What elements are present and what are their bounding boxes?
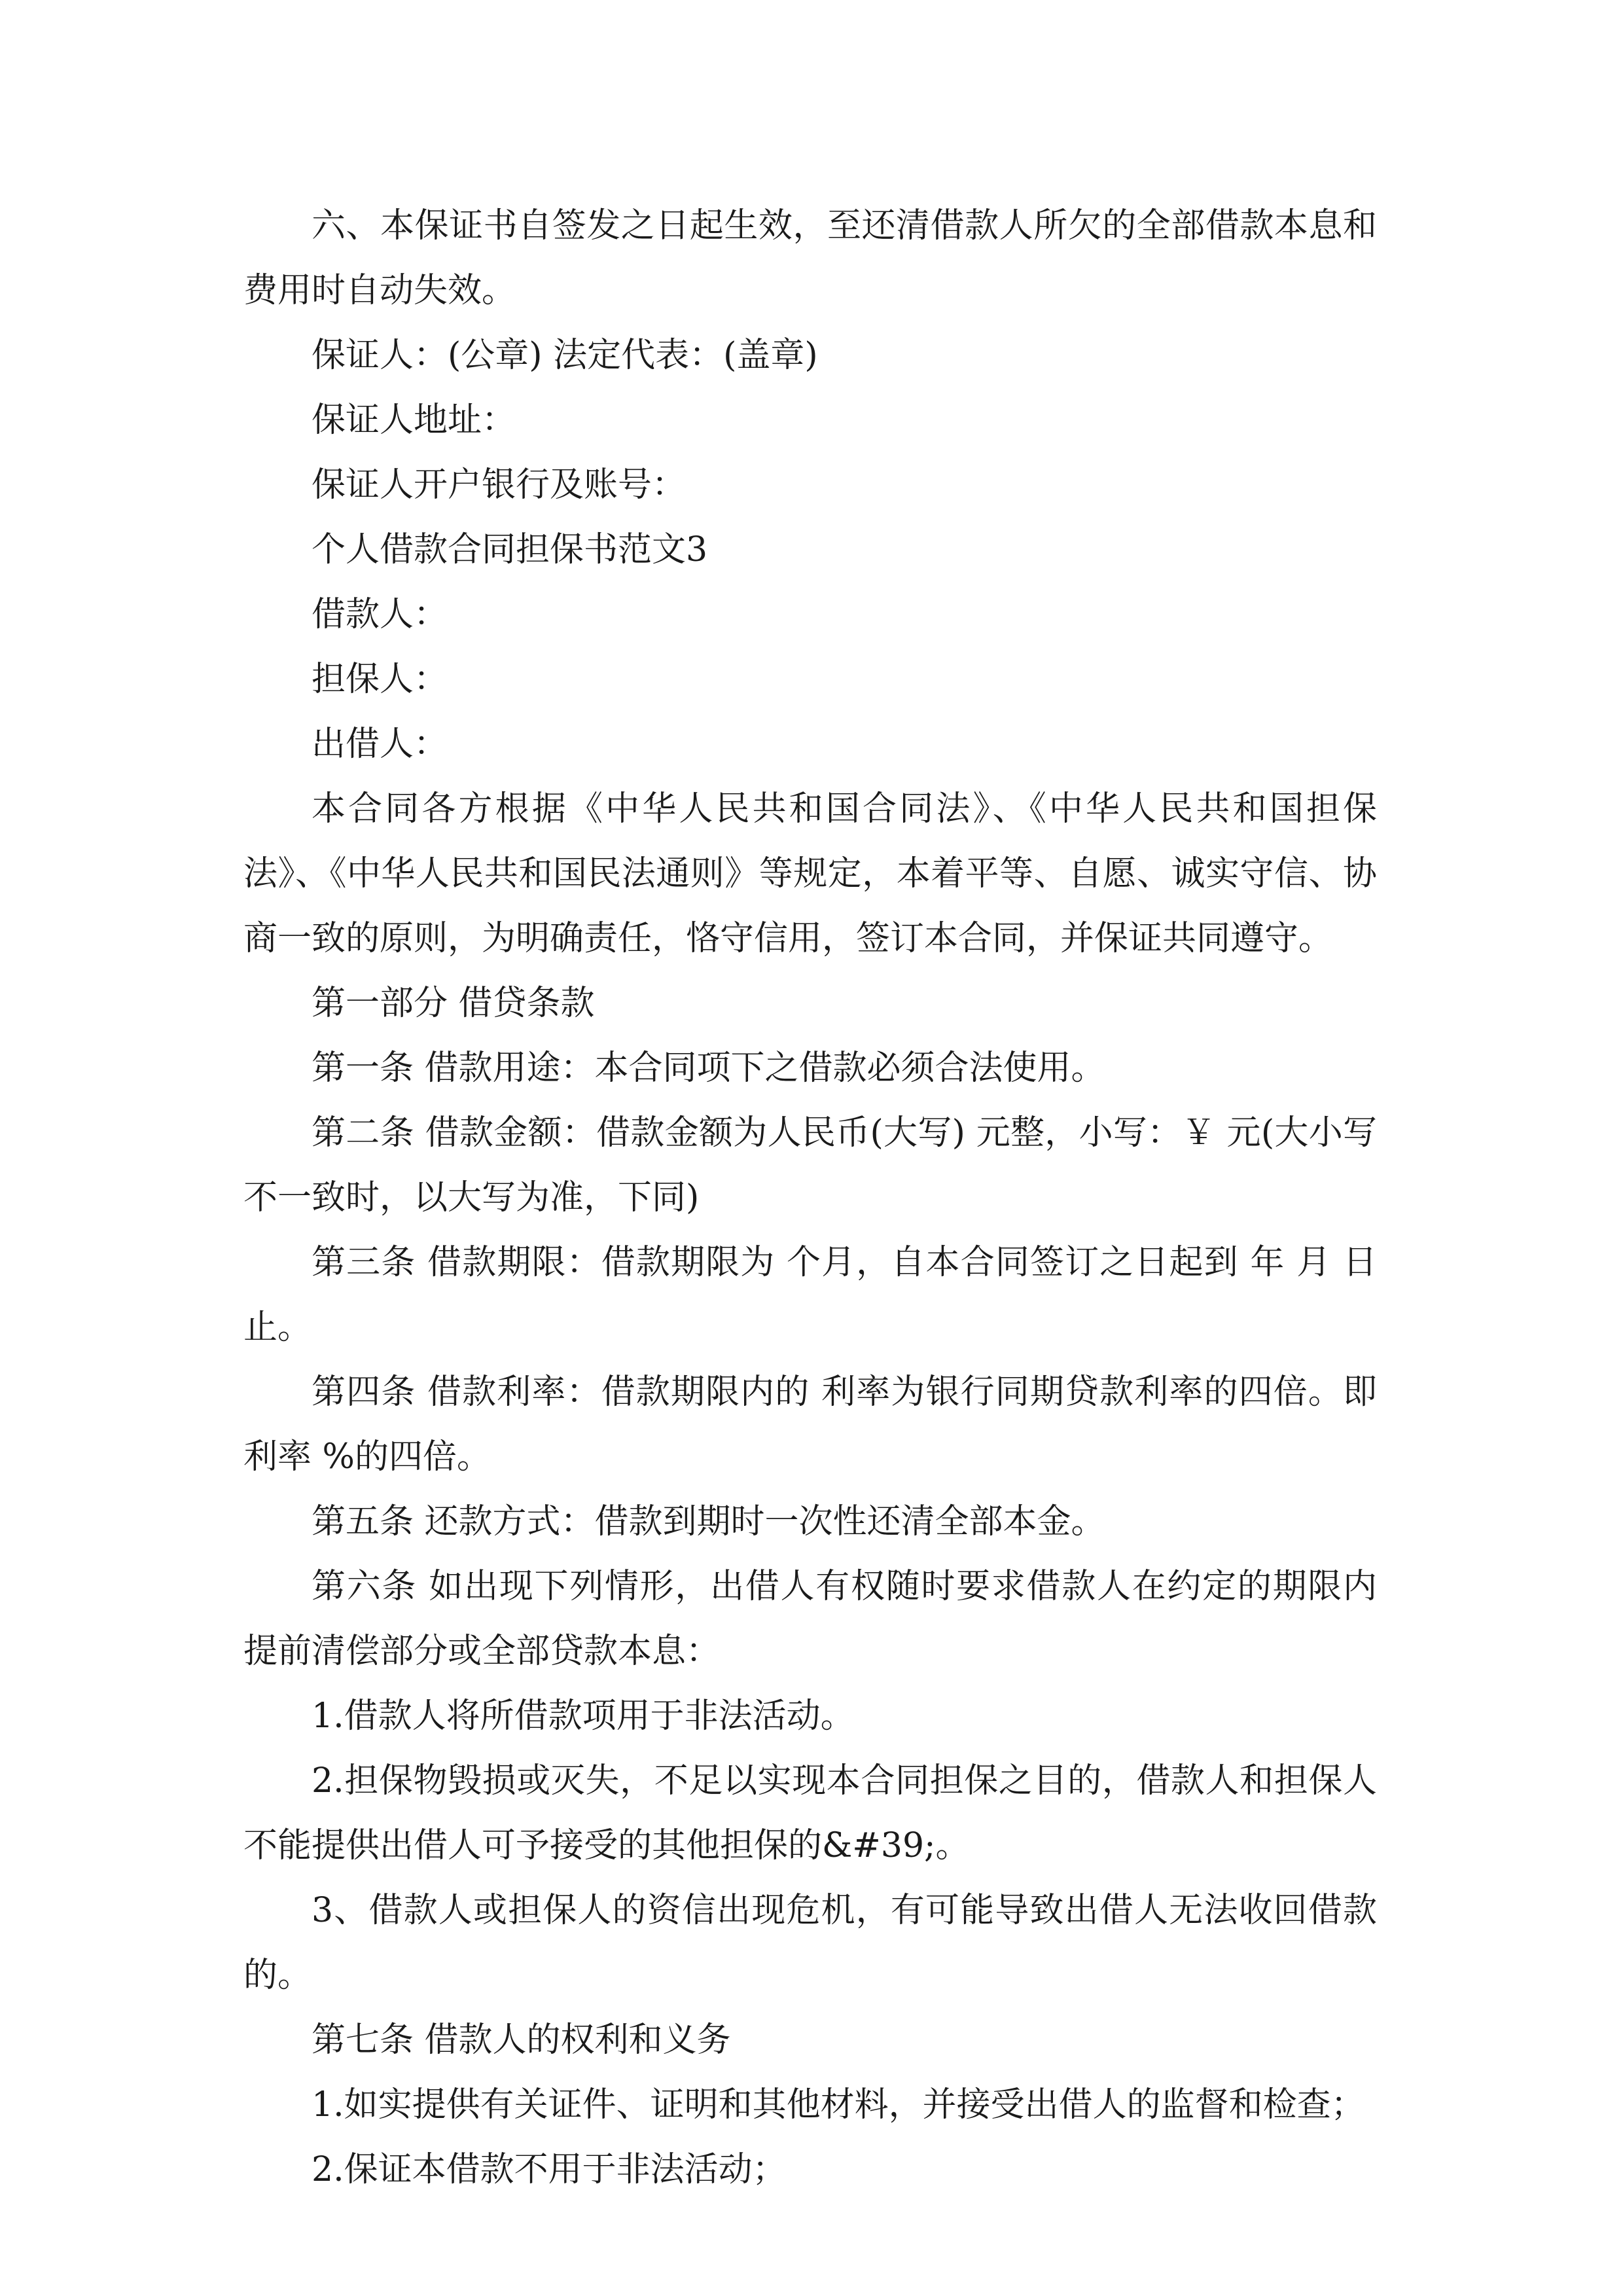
document-body <box>243 194 1377 2202</box>
article-six: 第六条 如出现下列情形，出借人有权随时要求借款人在约定的期限内提前清偿部分或全部贷款本息： <box>243 1567 1377 1671</box>
contract-preamble: 本合同各方根据《中华人民共和国合同法》、《中华人民共和国担保法》、《中华人民共和国民法通则》等规定，本着平等、自愿、诚实守信、协商一致的原则，为明确责任，恪守信用，签订本合同，并保证共同遵守。 <box>243 789 1377 958</box>
guarantor-address-line: 保证人地址： <box>312 401 516 440</box>
guarantor-seal-line: 保证人：(公章) 法定代表：(盖章) <box>312 336 818 375</box>
article-one: 第一条 借款用途：本合同项下之借款必须合法使用。 <box>312 1049 1105 1088</box>
article-four: 第四条 借款利率：借款期限内的 利率为银行同期贷款利率的四倍。即 利率 %的四倍。 <box>243 1372 1377 1477</box>
guarantor-bank-account-line: 保证人开户银行及账号： <box>312 465 687 505</box>
article-five: 第五条 还款方式：借款到期时一次性还清全部本金。 <box>312 1502 1105 1541</box>
article-seven-heading: 第七条 借款人的权利和义务 <box>312 2020 731 2060</box>
clause-six-validity: 六、本保证书自签发之日起生效，至还清借款人所欠的全部借款本息和费用时自动失效。 <box>243 206 1377 310</box>
article-seven-item-2: 2.保证本借款不用于非法活动； <box>312 2150 787 2189</box>
guarantor-line: 担保人： <box>312 660 448 699</box>
article-two: 第二条 借款金额：借款金额为人民币(大写) 元整，小写：￥ 元(大小写不一致时，以大写为准，下同) <box>243 1113 1377 1217</box>
article-seven-item-1: 1.如实提供有关证件、证明和其他材料，并接受出借人的监督和检查； <box>312 2085 1365 2125</box>
borrower-line: 借款人： <box>312 595 448 634</box>
article-six-item-1: 1.借款人将所借款项用于非法活动。 <box>312 1696 855 1736</box>
article-three: 第三条 借款期限：借款期限为 个月，自本合同签订之日起到 年 月 日止。 <box>243 1243 1377 1347</box>
article-six-item-2: 2.担保物毁损或灭失，不足以实现本合同担保之目的，借款人和担保人不能提供出借人可予接受的其他担保的&#39;。 <box>243 1761 1377 1865</box>
lender-line: 出借人： <box>312 725 448 764</box>
section-title: 个人借款合同担保书范文3 <box>312 530 708 569</box>
article-six-item-3: 3、借款人或担保人的资信出现危机，有可能导致出借人无法收回借款的。 <box>243 1891 1377 1995</box>
part-one-heading: 第一部分 借贷条款 <box>312 984 595 1023</box>
